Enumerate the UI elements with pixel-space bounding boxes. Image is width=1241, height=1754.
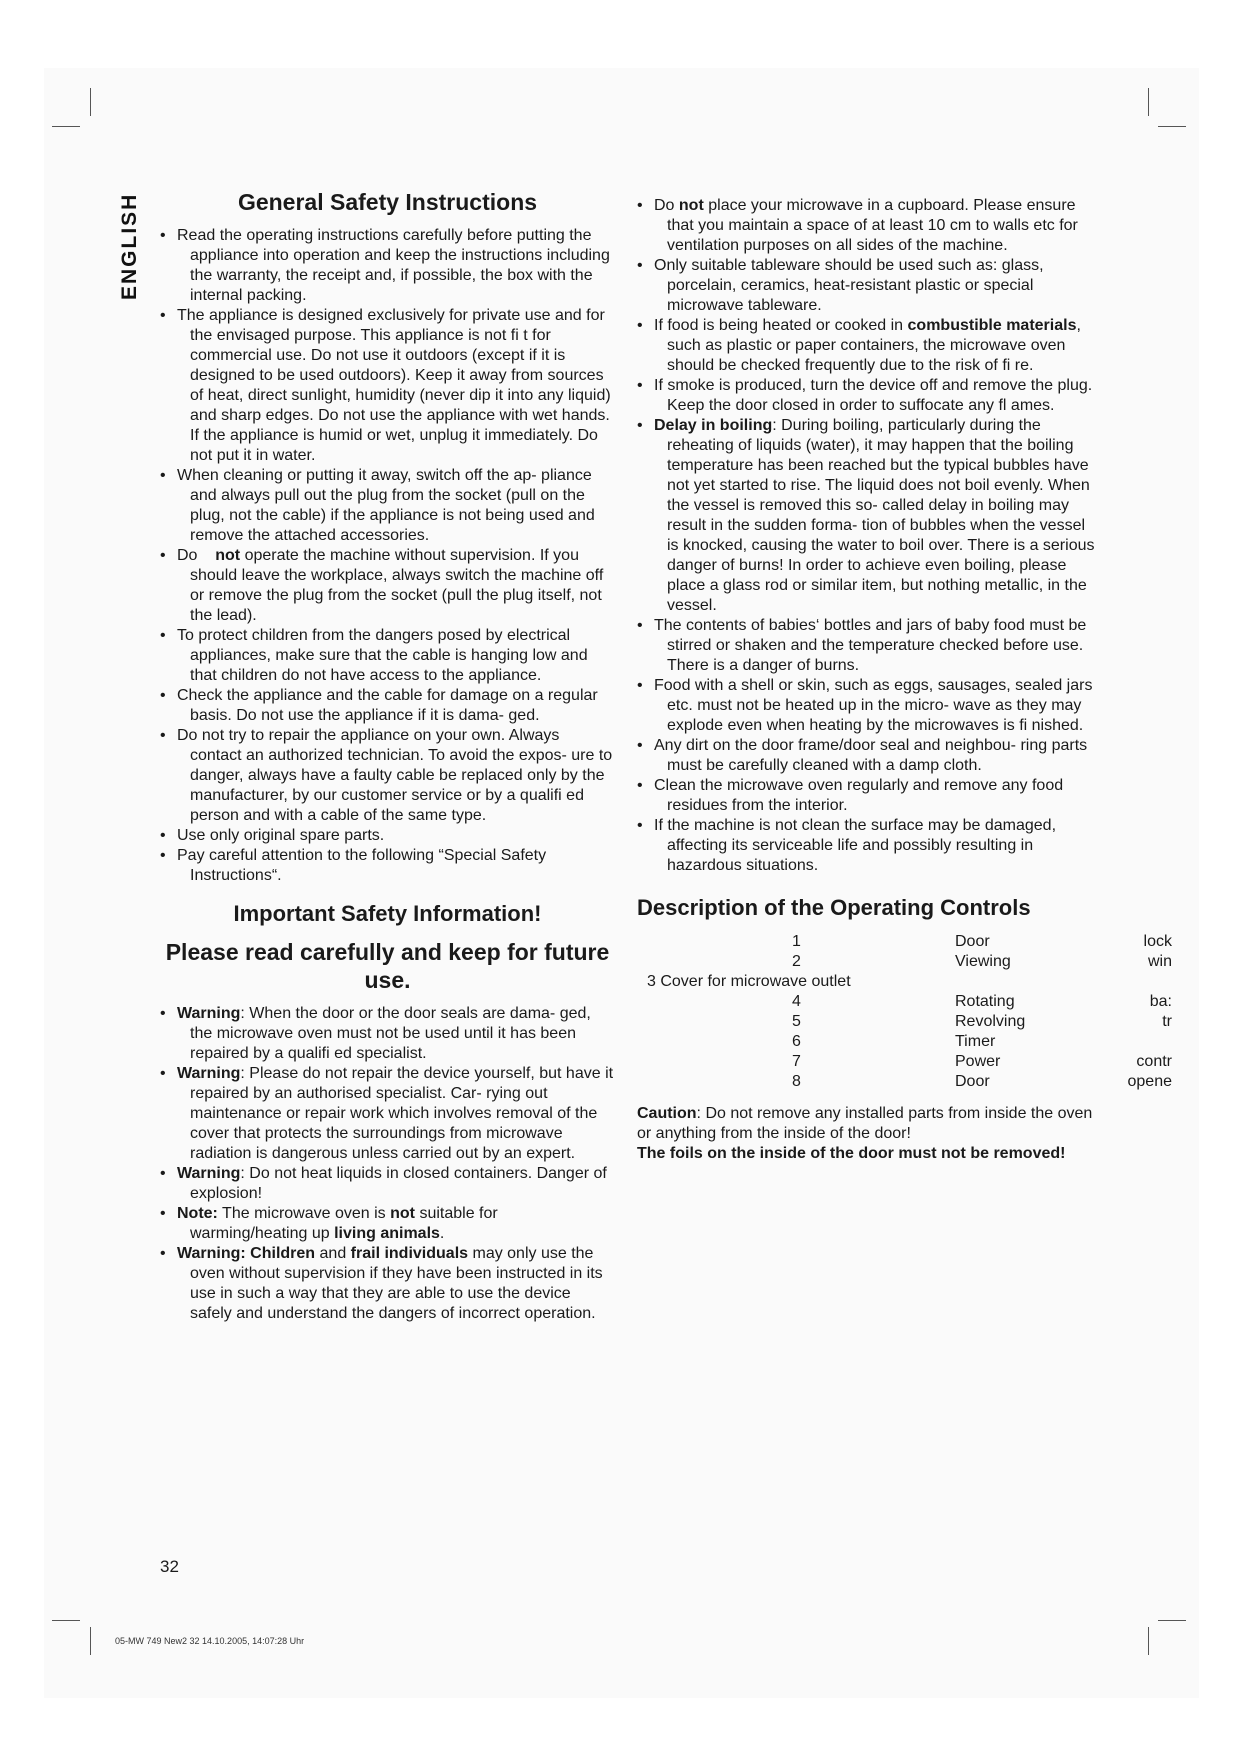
control-number: 4 [792,993,801,1010]
warning-label: Warning [177,1065,241,1082]
control-row [637,1032,1197,1052]
control-extra: ba: [1149,993,1172,1010]
control-number: 2 [792,953,801,970]
text: If food is being heated or cooked in [654,317,904,334]
control-name: Power [955,1053,1001,1070]
text: place your microwave in a cupboard. Please ensure that you maintain a space of at least 10 cm to walls etc for ventilation purposes on all sides of the machine. [667,197,1078,254]
emphasis: living animals [334,1225,440,1242]
general-safety-title: General Safety Instructions [237,189,538,215]
text: may only use the oven without supervision if they have been instructed in its use in such a way that they are able to use the device safely and understand the dangers of incorrect operation. [190,1245,603,1322]
controls-title: Description of the Operating Controls [637,895,1031,920]
warning-label: Warning [177,1005,241,1022]
list-item [160,1064,615,1164]
control-number: 7 [792,1053,801,1070]
text: : Do not remove any installed parts from inside the oven or anything from the inside of the door! [637,1105,1093,1142]
controls-list [637,932,1197,1092]
control-row [637,992,1197,1012]
general-safety-list [160,226,615,886]
text: The microwave oven is [222,1205,386,1222]
text: , such as plastic or paper containers, the microwave oven should be checked frequently due to the risk of fi re. [667,317,1081,374]
warning-label: Warning [177,1165,241,1182]
important-title: Important Safety Information! [233,901,542,926]
text: operate the machine without supervision. If you should leave the workplace, always switch the machine off or remove the plug from the socket (pull the plug itself, not the lead). [190,547,604,624]
list-item: • Use only original spare parts. [160,826,615,846]
crop-mark [1148,1627,1149,1655]
list-item: • Food with a shell or skin, such as eggs, sausages, sealed jars etc. must not be heated up in the micro- wave as they may explode even when heating by the microwaves is fi nished. [637,676,1097,736]
control-name: Door [955,933,990,950]
list-item [160,1164,615,1204]
control-extra: tr [1162,1013,1172,1030]
text: Do [654,197,675,214]
left-column [160,188,615,1324]
control-row [637,972,1197,992]
crop-mark [52,1620,80,1621]
text: : During boiling, particularly during the reheating of liquids (water), it may happen that the boiling temperature has been reached but the typical bubbles have not yet started to rise. The liquid does not boil evenly. When the vessel is removed this so- called delay in boiling may result in the sudden forma- tion of bubbles when the vessel is knocked, causing the water to boil over. There is a serious danger of burns! In order to achieve even boiling, please place a glass rod or similar item, but nothing metallic, in the vessel. [667,417,1095,614]
list-item [160,1244,615,1324]
text: : Do not heat liquids in closed containers. Danger of explosion! [190,1165,607,1202]
emphasis: not [678,197,704,214]
note-label: Note: [177,1205,218,1222]
list-item: • Any dirt on the door frame/door seal and neighbou- ring parts must be carefully cleaned with a damp cloth. [637,736,1097,776]
control-name: Revolving [955,1013,1026,1030]
list-item: • Clean the microwave oven regularly and remove any food residues from the interior. [637,776,1097,816]
caution-note [637,1104,1097,1164]
emphasis: Delay in boiling [654,417,773,434]
emphasis: combustible materials [907,317,1077,334]
list-item [637,196,1097,256]
crop-mark [90,88,91,116]
control-row [637,932,1197,952]
warning-list [160,1004,615,1324]
crop-mark [1148,88,1149,116]
list-item: • Read the operating instructions carefully before putting the appliance into operation and keep the instructions including the warranty, the receipt and, if possible, the box with the internal packing. [160,226,615,306]
emphasis: not [390,1205,415,1222]
control-extra: contr [1136,1053,1172,1070]
control-row [637,1012,1197,1032]
control-extra: opene [1127,1073,1172,1090]
crop-mark [52,126,80,127]
control-number: 5 [792,1013,801,1030]
list-item: • If the machine is not clean the surface may be damaged, affecting its serviceable life and possibly resulting in hazardous situations. [637,816,1097,876]
text: . [439,1225,445,1242]
print-footer: 05-MW 749 New2 32 14.10.2005, 14:07:28 Uhr [115,1636,305,1646]
crop-mark [1158,1620,1186,1621]
list-item: • When cleaning or putting it away, switch off the ap- pliance and always pull out the plug from the socket (pull on the plug, not the cable) if the appliance is not being used and remove the attached accessories. [160,466,615,546]
right-list [637,196,1097,876]
control-name: Viewing [955,953,1011,970]
control-number: 6 [792,1033,801,1050]
list-item [160,1004,615,1064]
list-item [160,1204,615,1244]
list-item [160,546,615,626]
control-extra: win [1147,953,1172,970]
page-number: 32 [160,1557,179,1576]
list-item: • Check the appliance and the cable for damage on a regular basis. Do not use the appliance if it is dama- ged. [160,686,615,726]
text: suitable for warming/heating up [190,1205,498,1242]
control-row [637,1072,1197,1092]
emphasis: not [215,547,241,564]
text: : When the door or the door seals are dama- ged, the microwave oven must not be used until it has been repaired by a qualifi ed specialist. [190,1005,591,1062]
control-name: Timer [955,1033,996,1050]
language-tab: ENGLISH [118,192,141,300]
list-item [637,316,1097,376]
list-item: • Do not try to repair the appliance on your own. Always contact an authorized technician. To avoid the expos- ure to danger, always have a faulty cable be replaced only by the manufacturer, by our customer service or by a qualifi ed person and with a cable of the same type. [160,726,615,826]
caution-label: Caution [637,1105,697,1122]
text: : Please do not repair the device yourself, but have it repaired by an authorised specialist. Car- rying out maintenance or repair work which involves removal of the cover that protects the surroundings from microwave radiation is dangerous unless carried out by an expert. [190,1065,614,1162]
warning-label: Warning: Children [177,1245,316,1262]
list-item: • To protect children from the dangers posed by electrical appliances, make sure that the cable is hanging low and that children do not have access to the appliance. [160,626,615,686]
text: and [319,1245,347,1262]
caution-emphasis: The foils on the inside of the door must not be removed! [637,1145,1066,1162]
crop-mark [1158,126,1186,127]
right-column [637,196,1172,1164]
crop-mark [90,1627,91,1655]
list-item: • The contents of babies‘ bottles and jars of baby food must be stirred or shaken and the temperature checked before use. There is a danger of burns. [637,616,1097,676]
control-name: Door [955,1073,990,1090]
control-number: 1 [792,933,801,950]
emphasis: frail individuals [350,1245,469,1262]
control-number: 8 [792,1073,801,1090]
control-extra: lock [1143,933,1172,950]
control-number: 3 Cover for microwave outlet [647,973,851,990]
control-row [637,1052,1197,1072]
list-item: • The appliance is designed exclusively for private use and for the envisaged purpose. This appliance is not fi t for commercial use. Do not use it outdoors (except if it is designed to be used outdoors). Keep it away from sources of heat, direct sunlight, humidity (never dip it into any liquid) and sharp edges. Do not use the appliance with wet hands. If the appliance is humid or wet, unplug it immediately. Do not put it in water. [160,306,615,466]
list-item: • Only suitable tableware should be used such as: glass, porcelain, ceramics, heat-resistant plastic or special microwave tableware. [637,256,1097,316]
list-item: • If smoke is produced, turn the device off and remove the plug. Keep the door closed in order to suffocate any fl ames. [637,376,1097,416]
list-item [637,416,1097,616]
list-item: • Pay careful attention to the following “Special Safety Instructions“. [160,846,615,886]
control-name: Rotating [955,993,1015,1010]
important-subtitle: Please read carefully and keep for future use. [165,939,610,993]
control-row [637,952,1197,972]
text: Do [177,547,198,564]
